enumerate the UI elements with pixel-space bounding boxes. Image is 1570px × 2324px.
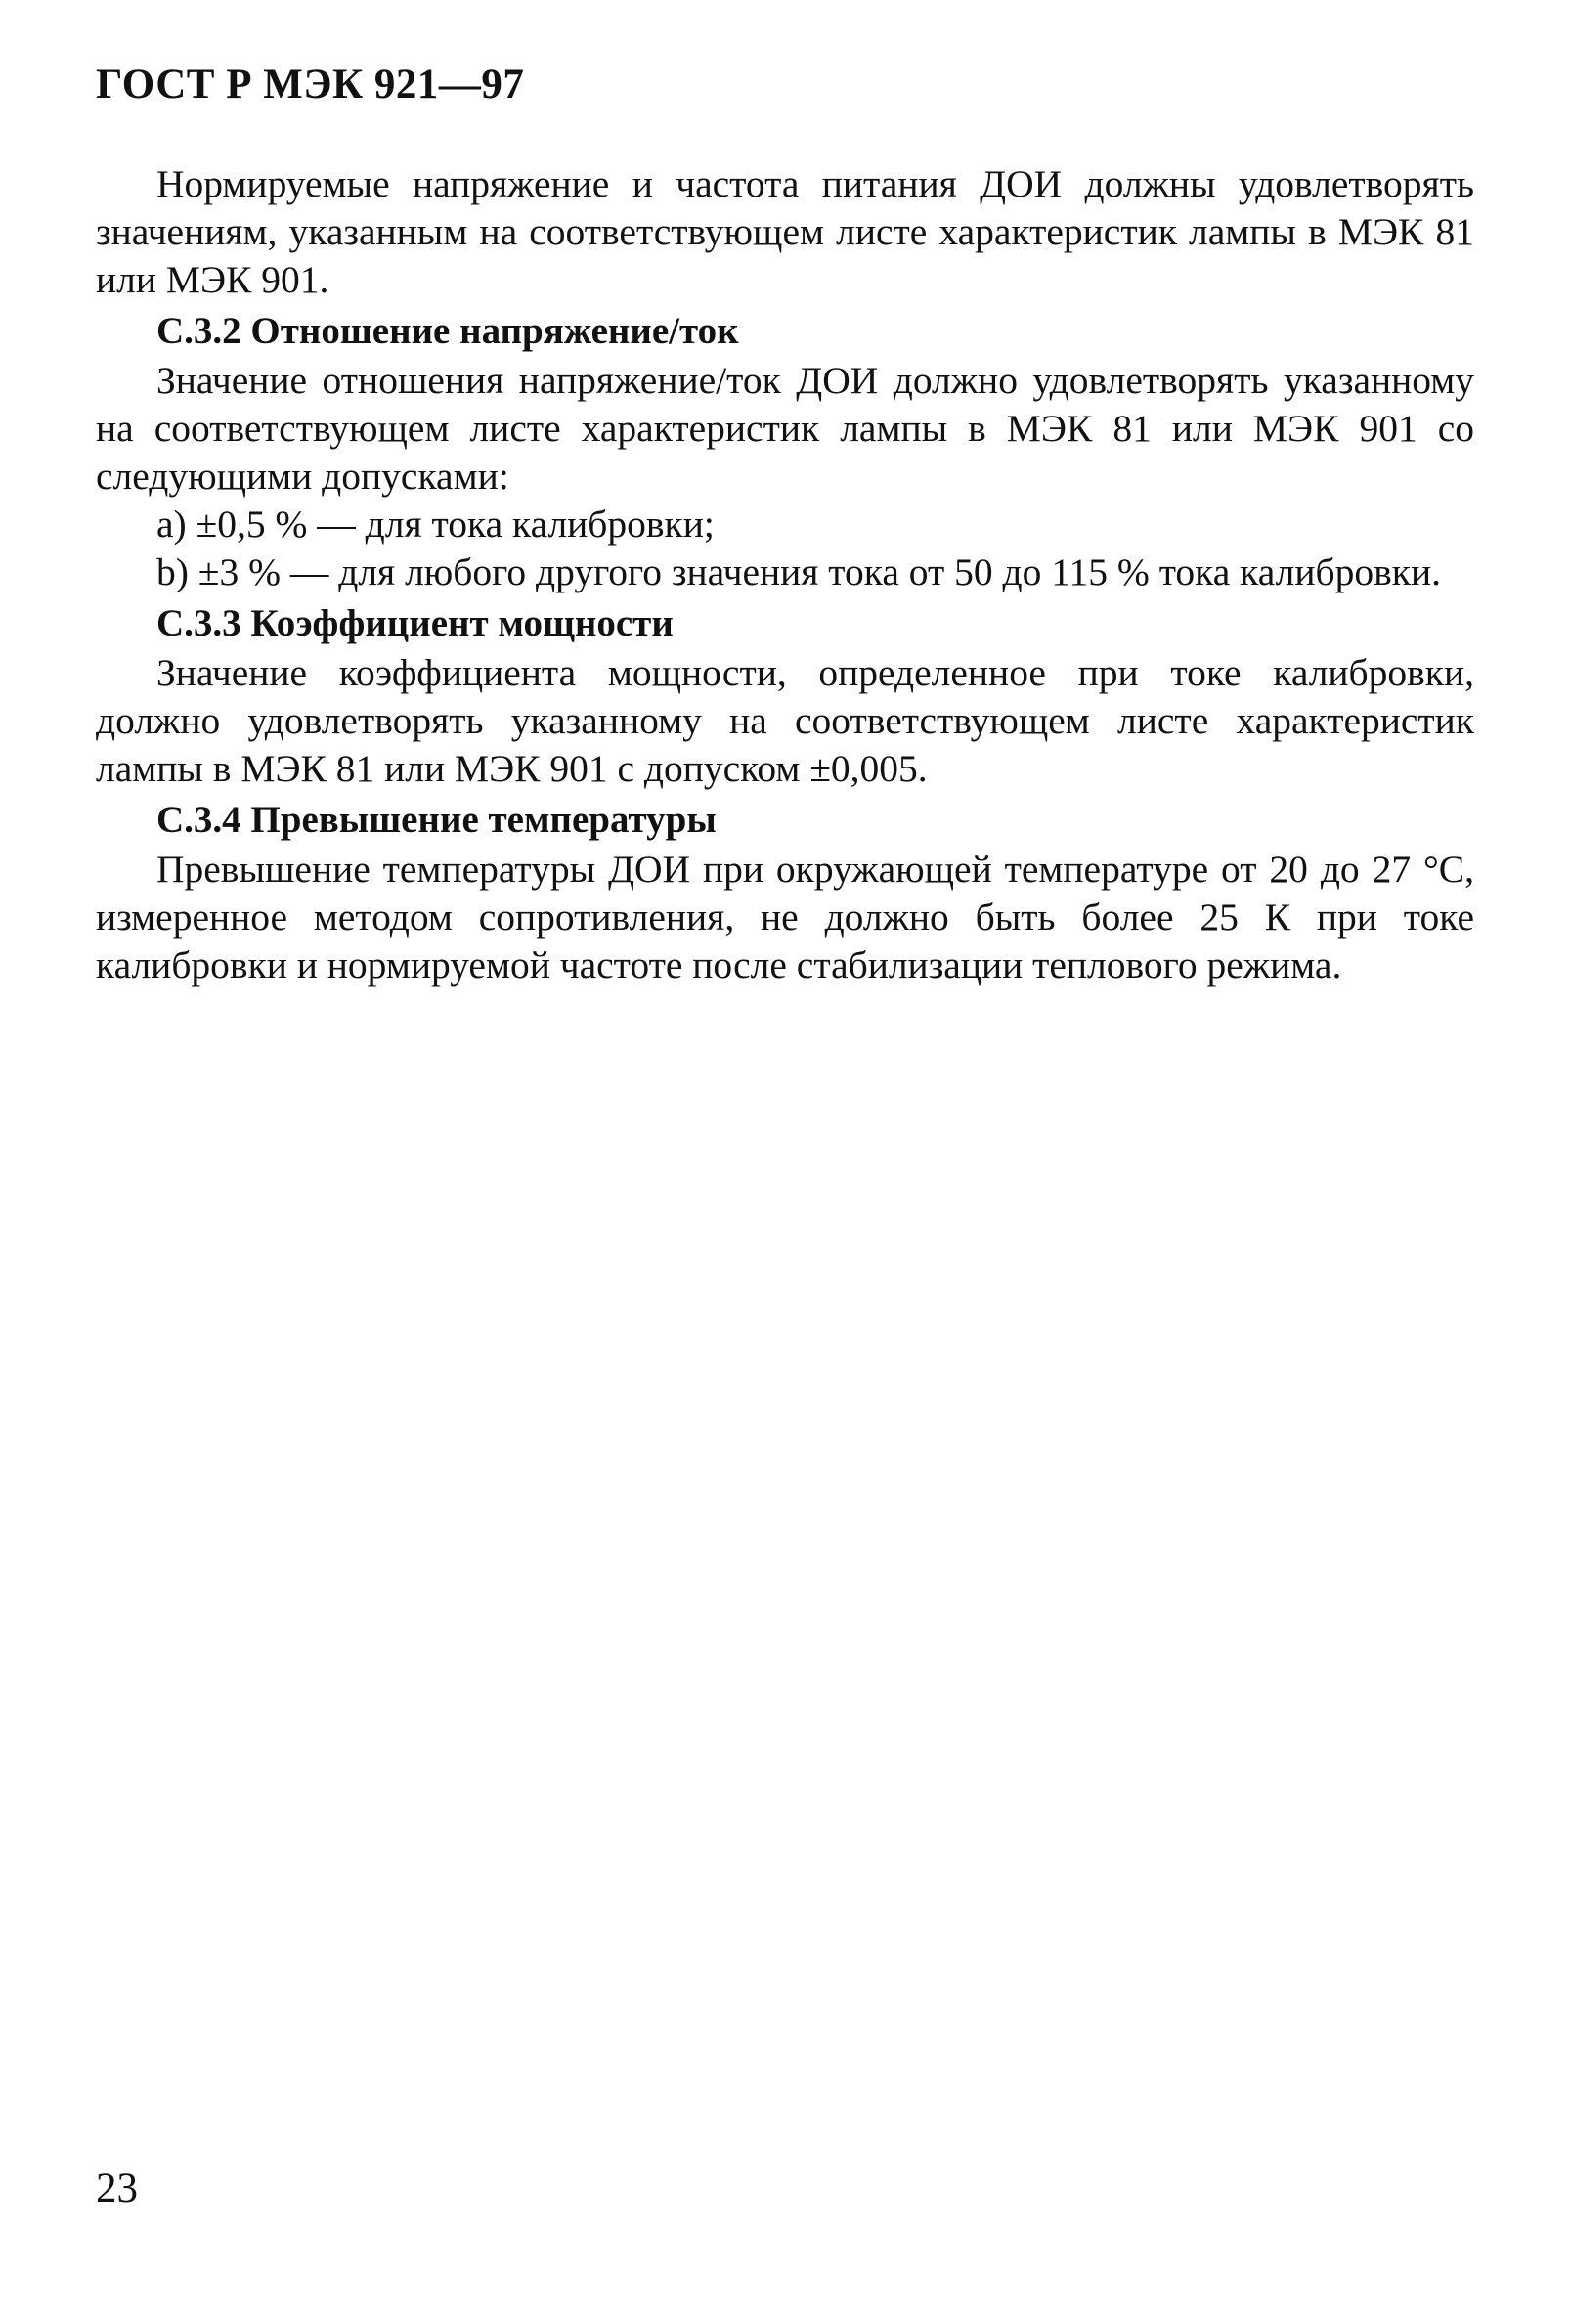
section-c33-paragraph: Значение коэффициента мощности, определенное при токе калибровки, должно удовлетворять указанному на соответствующем листе характеристик лампы в МЭК 81 или МЭК 901 с допуском ±0,005. bbox=[96, 651, 1474, 790]
intro-paragraph: Нормируемые напряжение и частота питания ДОИ должны удовлетворять значениям, указанным на соответствующем листе характеристик лампы в МЭК 81 или МЭК 901. bbox=[96, 162, 1474, 301]
section-c32-heading: С.3.2 Отношение напряжение/ток bbox=[156, 310, 739, 352]
page-number: 23 bbox=[96, 2166, 138, 2212]
document-body bbox=[96, 160, 1474, 989]
section-c34-heading: С.3.4 Превышение температуры bbox=[156, 799, 717, 841]
section-c34-paragraph: Превышение температуры ДОИ при окружающей температуре от 20 до 27 °С, измеренное методом сопротивления, не должно быть более 25 К при токе калибровки и нормируемой частоте после стабилизации теплового режима. bbox=[96, 848, 1474, 987]
section-c32-paragraph: Значение отношения напряжение/ток ДОИ должно удовлетворять указанному на соответствующем листе характеристик лампы в МЭК 81 или МЭК 901 со следующими допусками: bbox=[96, 359, 1474, 498]
tolerance-item-a: а) ±0,5 % — для тока калибровки; bbox=[156, 503, 715, 546]
section-c33-heading: С.3.3 Коэффициент мощности bbox=[156, 602, 674, 644]
tolerance-item-b: b) ±3 % — для любого другого значения тока от 50 до 115 % тока калибровки. bbox=[156, 550, 1441, 593]
standard-header: ГОСТ Р МЭК 921—97 bbox=[96, 62, 525, 108]
